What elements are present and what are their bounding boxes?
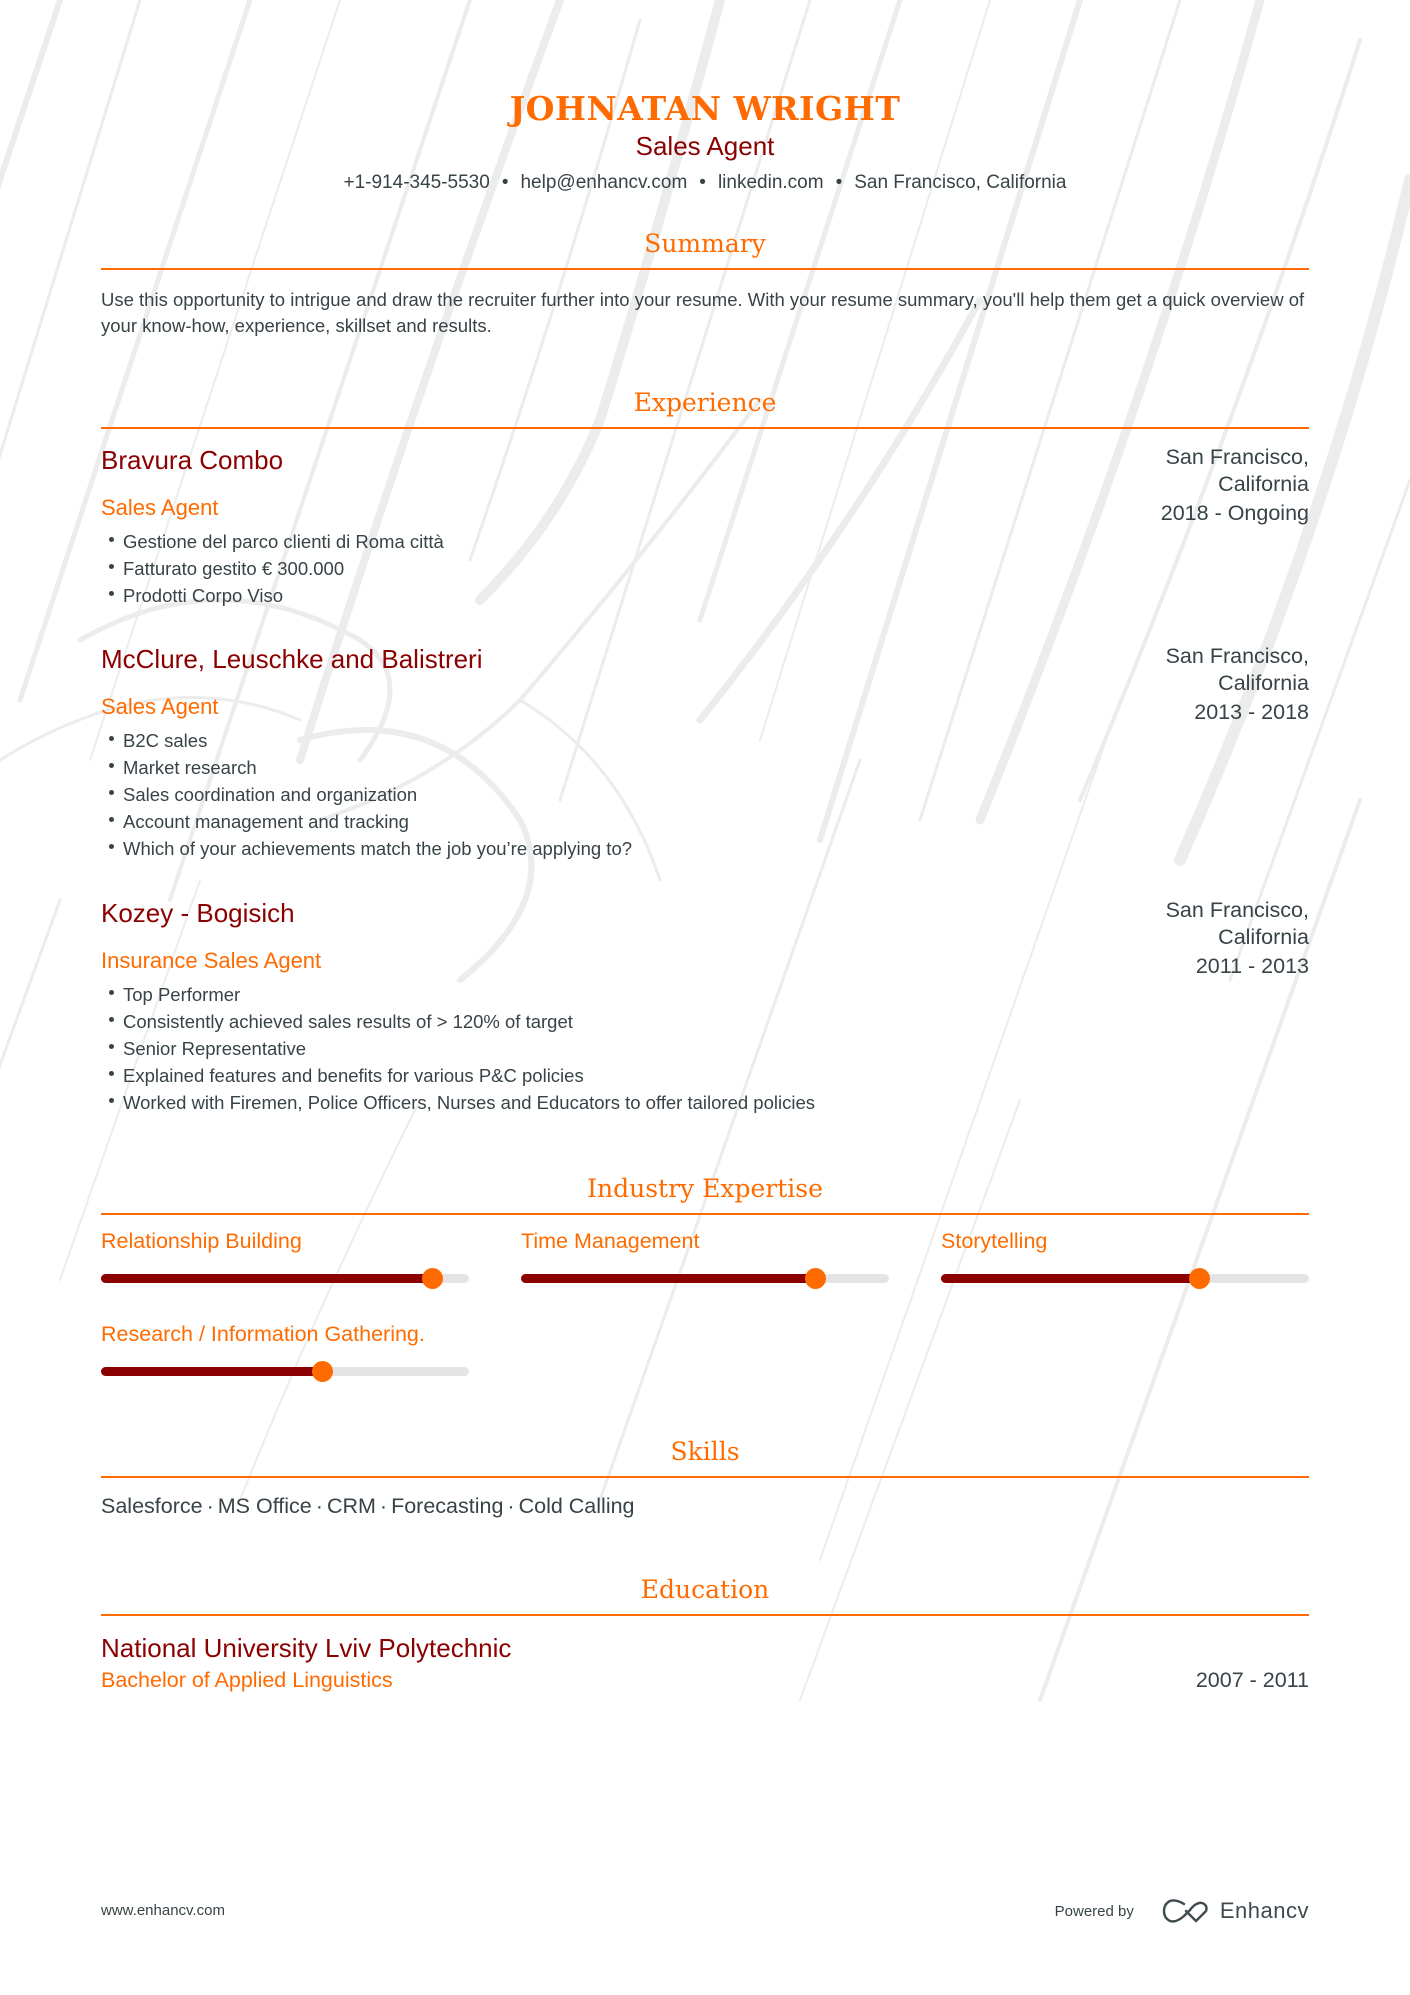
bullet-item: Prodotti Corpo Viso bbox=[101, 582, 1309, 609]
section-divider bbox=[101, 1614, 1309, 1616]
job-dates: 2013 - 2018 bbox=[1194, 700, 1309, 724]
slider-knob bbox=[312, 1361, 333, 1382]
expertise-slider bbox=[101, 1367, 469, 1376]
slider-fill bbox=[521, 1274, 815, 1283]
job-role: Sales Agent bbox=[101, 694, 219, 719]
page-footer bbox=[101, 1898, 1309, 1928]
job-role: Insurance Sales Agent bbox=[101, 948, 322, 973]
skills-section-header bbox=[101, 1436, 1309, 1478]
candidate-title: Sales Agent bbox=[635, 131, 775, 161]
skill-item: Forecasting bbox=[391, 1494, 504, 1518]
section-divider bbox=[101, 427, 1309, 429]
bullet-item: Account management and tracking bbox=[101, 808, 1309, 835]
skill-item: CRM bbox=[326, 1494, 376, 1518]
expertise-slider bbox=[941, 1274, 1309, 1283]
slider-knob bbox=[1189, 1268, 1210, 1289]
expertise-item bbox=[101, 1227, 469, 1255]
degree-name: Bachelor of Applied Linguistics bbox=[101, 1668, 393, 1692]
section-title-skills: Skills bbox=[670, 1437, 740, 1466]
expertise-section-header bbox=[101, 1173, 1309, 1215]
bullet-item: Gestione del parco clienti di Roma città bbox=[101, 528, 1309, 555]
job-meta bbox=[1139, 897, 1309, 980]
education-section-header bbox=[101, 1574, 1309, 1616]
bullet-item: Explained features and benefits for various P&C policies bbox=[101, 1062, 1309, 1089]
skill-item: MS Office bbox=[217, 1494, 312, 1518]
dot-separator: · bbox=[507, 1494, 515, 1518]
bullet-item: Fatturato gestito € 300.000 bbox=[101, 555, 1309, 582]
job-location: San Francisco, California bbox=[1165, 644, 1309, 695]
bullet-separator: • bbox=[699, 172, 706, 193]
slider-knob bbox=[422, 1268, 443, 1289]
expertise-item bbox=[101, 1320, 469, 1348]
dot-separator: · bbox=[206, 1494, 214, 1518]
job-bullets bbox=[101, 981, 1309, 1116]
bullet-separator: • bbox=[501, 172, 509, 193]
powered-by-badge[interactable] bbox=[1055, 1898, 1309, 1924]
skills-list bbox=[101, 1492, 635, 1520]
slider-fill bbox=[101, 1367, 322, 1376]
expertise-label: Storytelling bbox=[941, 1229, 1048, 1253]
contact-line bbox=[101, 170, 1309, 196]
bullet-item: B2C sales bbox=[101, 727, 1309, 754]
expertise-item bbox=[941, 1227, 1309, 1255]
expertise-label: Relationship Building bbox=[101, 1229, 302, 1253]
summary-section-header bbox=[101, 228, 1309, 270]
bullet-item: Worked with Firemen, Police Officers, Nurses and Educators to offer tailored policies bbox=[101, 1089, 1309, 1116]
dot-separator: · bbox=[379, 1494, 388, 1518]
job-meta bbox=[1139, 643, 1309, 726]
section-title-education: Education bbox=[640, 1575, 770, 1604]
section-title-summary: Summary bbox=[644, 229, 766, 258]
education-dates: 2007 - 2011 bbox=[1195, 1668, 1309, 1692]
experience-section-header bbox=[101, 387, 1309, 429]
bullet-item: Sales coordination and organization bbox=[101, 781, 1309, 808]
job-dates: 2018 - Ongoing bbox=[1160, 501, 1309, 525]
enhancv-brand-name: Enhancv bbox=[1219, 1898, 1309, 1923]
resume-header bbox=[101, 90, 1309, 196]
bullet-item: Top Performer bbox=[101, 981, 1309, 1008]
section-title-expertise: Industry Expertise bbox=[587, 1174, 823, 1203]
phone-number[interactable]: +1-914-345-5530 bbox=[343, 172, 490, 193]
bullet-item: Which of your achievements match the job you’re applying to? bbox=[101, 835, 1309, 862]
job-dates: 2011 - 2013 bbox=[1195, 954, 1309, 978]
slider-knob bbox=[805, 1268, 826, 1289]
dot-separator: · bbox=[315, 1494, 323, 1518]
location-text: San Francisco, California bbox=[854, 172, 1067, 193]
summary-text: Use this opportunity to intrigue and draw the recruiter further into your resume. With your resume summary, you'll help them get a quick overview of your know-how, experience, skillset and results. bbox=[101, 289, 1305, 336]
job-location: San Francisco, California bbox=[1165, 445, 1309, 496]
slider-fill bbox=[941, 1274, 1199, 1283]
powered-by-label: Powered by bbox=[1054, 1902, 1134, 1920]
skill-item: Salesforce bbox=[101, 1494, 203, 1518]
school-name: National University Lviv Polytechnic bbox=[101, 1633, 512, 1663]
skill-item: Cold Calling bbox=[518, 1494, 635, 1518]
bullet-separator: • bbox=[835, 172, 843, 193]
section-divider bbox=[101, 1213, 1309, 1215]
job-role: Sales Agent bbox=[101, 495, 219, 520]
expertise-slider bbox=[101, 1274, 469, 1283]
slider-fill bbox=[101, 1274, 432, 1283]
expertise-label: Time Management bbox=[521, 1229, 700, 1253]
linkedin-link[interactable]: linkedin.com bbox=[717, 172, 824, 193]
job-bullets bbox=[101, 528, 1309, 609]
job-location: San Francisco, California bbox=[1165, 898, 1309, 949]
section-divider bbox=[101, 268, 1309, 270]
expertise-label: Research / Information Gathering. bbox=[101, 1322, 425, 1346]
footer-website-link[interactable]: www.enhancv.com bbox=[101, 1902, 225, 1919]
education-entry bbox=[101, 1632, 1309, 1694]
job-meta bbox=[1139, 444, 1309, 527]
email-link[interactable]: help@enhancv.com bbox=[520, 172, 688, 193]
job-bullets bbox=[101, 727, 1309, 862]
section-divider bbox=[101, 1476, 1309, 1478]
bullet-item: Senior Representative bbox=[101, 1035, 1309, 1062]
enhancv-logo-icon bbox=[1162, 1898, 1210, 1924]
section-title-experience: Experience bbox=[633, 388, 777, 417]
bullet-item: Market research bbox=[101, 754, 1309, 781]
company-name: McClure, Leuschke and Balistreri bbox=[101, 644, 483, 674]
company-name: Bravura Combo bbox=[101, 445, 284, 475]
bullet-item: Consistently achieved sales results of > 120% of target bbox=[101, 1008, 1309, 1035]
experience-entry bbox=[101, 897, 1309, 1116]
expertise-item bbox=[521, 1227, 889, 1255]
experience-entry bbox=[101, 643, 1309, 862]
company-name: Kozey - Bogisich bbox=[101, 898, 295, 928]
experience-entry bbox=[101, 444, 1309, 609]
candidate-name: JOHNATAN WRIGHT bbox=[509, 89, 901, 128]
expertise-slider bbox=[521, 1274, 889, 1283]
